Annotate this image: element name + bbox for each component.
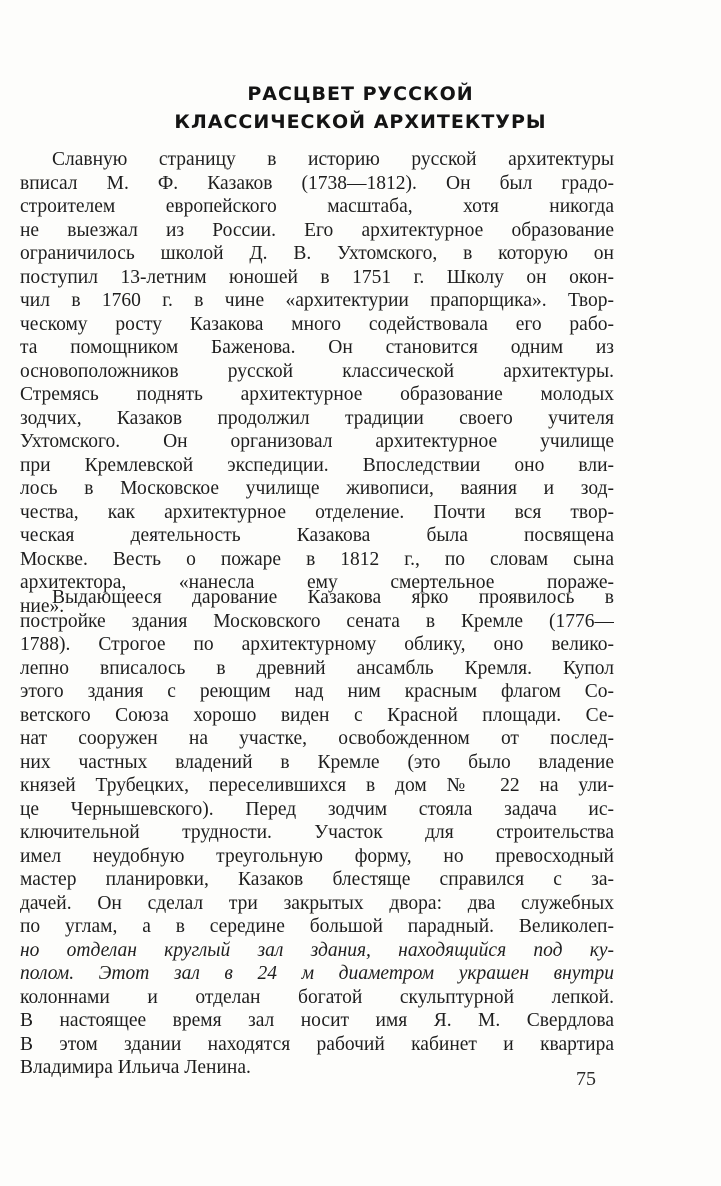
text-line: не выезжал из России. Его архитектурное образование [20,219,614,241]
text-line: чил в 1760 г. в чине «архитектурии прапорщика». Твор- [20,290,614,311]
text-line: В этом здании находятся рабочий кабинет и квартира [20,1033,614,1055]
text-line: Москве. Весть о пожаре в 1812 г., по словам сына [20,548,614,570]
text-line: Выдающееся дарование Казакова ярко проявилось в [52,587,614,608]
text-line: полом. Этот зал в 24 м диаметром украшен внутри [20,963,614,984]
text-line: нат сооружен на участке, освобожденном от послед- [20,728,614,749]
text-line: та помощником Баженова. Он становится одним из [20,337,614,358]
text-line: ческая деятельность Казакова была посвящена [20,525,614,546]
text-line: при Кремлевской экспедиции. Впоследствии оно вли- [20,454,614,476]
text-line: чества, как архитектурное отделение. Почти вся твор- [20,501,614,523]
text-line: колоннами и отделан богатой скульптурной лепкой. [20,986,614,1008]
text-line: 1788). Строгое по архитектурному облику, оно велико- [20,634,614,655]
text-line: дачей. Он сделал три закрытых двора: два служебных [20,892,614,914]
text-line: строителем европейского масштаба, хотя никогда [20,196,614,217]
text-line: ние». [20,595,65,617]
chapter-title [0,80,721,136]
text-line: вписал М. Ф. Казаков (1738—1812). Он был градо- [20,172,614,194]
text-line: постройке здания Московского сената в Кремле (1776— [20,610,614,632]
text-line: князей Трубецких, переселившихся в дом № 22 на ули- [20,775,614,796]
text-line: имел неудобную треугольную форму, но превосходный [20,845,614,867]
text-line: лось в Московское училище живописи, ваяния и зод- [20,478,614,499]
text-line: по углам, а в середине большой парадный. Великолеп- [20,916,614,937]
text-line: Владимира Ильича Ленина. [20,1057,251,1078]
text-line: лепно вписалось в древний ансамбль Кремля. Купол [20,657,614,679]
text-line: Славную страницу в историю русской архитектуры [52,149,614,170]
text-line: зодчих, Казаков продолжил традиции своего учителя [20,407,614,429]
text-line: ключительной трудности. Участок для строительства [20,822,614,843]
text-line: ветского Союза хорошо виден с Красной площади. Се- [20,704,614,726]
text-line: Ухтомского. Он организовал архитектурное училище [20,431,614,452]
text-line: основоположников русской классической архитектуры. [20,360,614,382]
text-line: В настоящее время зал носит имя Я. М. Свердлова [20,1010,614,1031]
text-line: поступил 13-летним юношей в 1751 г. Школу он окон- [20,266,614,288]
chapter-title-line-1: РАСЦВЕТ РУССКОЙ [247,83,474,105]
chapter-title-line-2: КЛАССИЧЕСКОЙ АРХИТЕКТУРЫ [174,111,547,133]
text-line: ческому росту Казакова много содействовала его рабо- [20,313,614,335]
text-line: но отделан круглый зал здания, находящийся под ку- [20,939,614,961]
text-line: архитектора, «нанесла ему смертельное пораже- [20,572,614,593]
paragraph-1 [20,148,614,618]
text-line: мастер планировки, Казаков блестяще справился с за- [20,869,614,890]
text-line: Стремясь поднять архитектурное образование молодых [20,384,614,405]
text-line: це Чернышевского). Перед зодчим стояла задача ис- [20,798,614,820]
text-line: этого здания с реющим над ним красным флагом Со- [20,681,614,702]
text-line: ограничилось школой Д. В. Ухтомского, в которую он [20,243,614,264]
page-number: 75 [576,1068,596,1090]
text-line: них частных владений в Кремле (это было владение [20,751,614,773]
paragraph-2 [20,586,614,1080]
